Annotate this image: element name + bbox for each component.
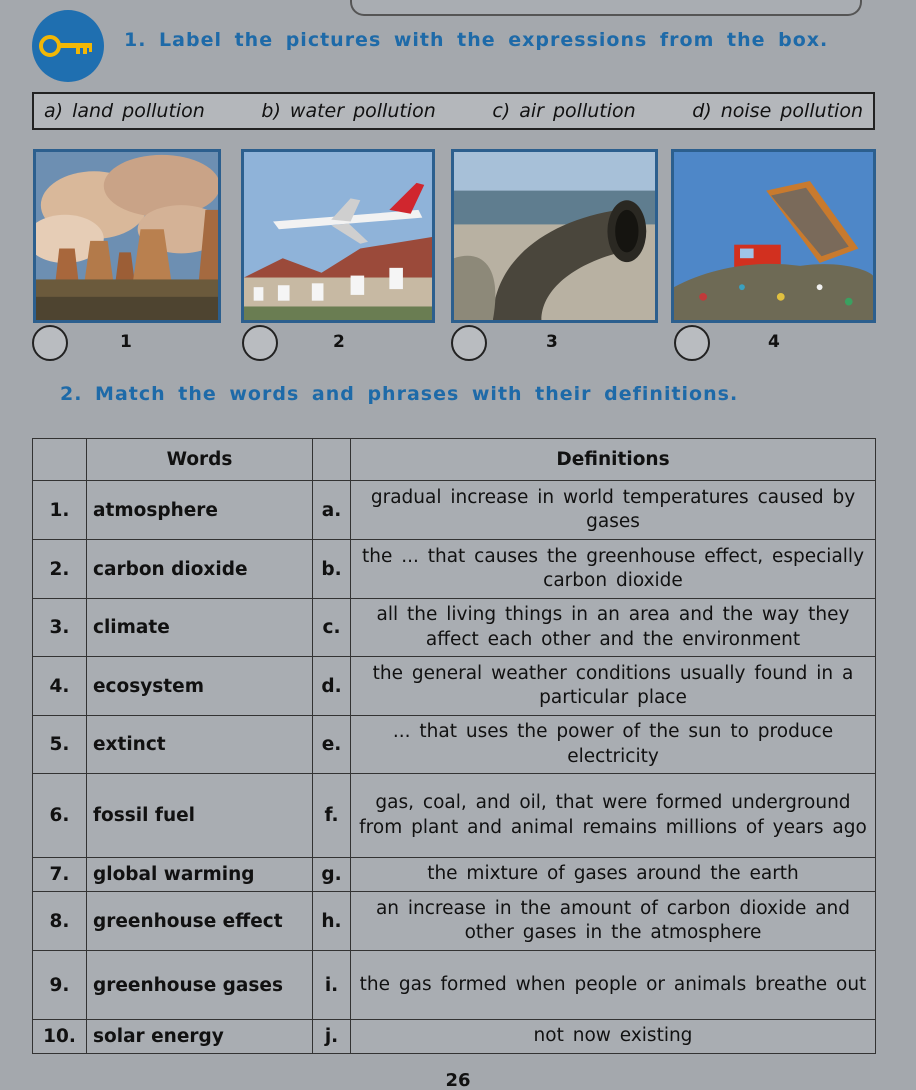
table-row	[33, 599, 876, 657]
definition: gradual increase in world temperatures caused by gases	[351, 481, 876, 540]
word: global warming	[87, 858, 313, 892]
page-top-tab	[350, 0, 862, 16]
word-number: 10.	[33, 1020, 87, 1054]
answer-circle-4[interactable]	[674, 325, 710, 361]
matching-table	[32, 438, 876, 1054]
answer-circle-1[interactable]	[32, 325, 68, 361]
picture-number-4: 4	[768, 332, 780, 352]
expression-a: a) land pollution	[44, 100, 205, 122]
answer-circle-3[interactable]	[451, 325, 487, 361]
word-number: 5.	[33, 716, 87, 774]
word: climate	[87, 599, 313, 657]
key-icon	[32, 10, 104, 82]
page-number: 26	[445, 1070, 471, 1090]
expression-d: d) noise pollution	[692, 100, 863, 122]
table-row	[33, 540, 876, 599]
definition: ... that uses the power of the sun to produce electricity	[351, 716, 876, 774]
expression-box	[32, 92, 875, 130]
word-number: 6.	[33, 774, 87, 858]
word: fossil fuel	[87, 774, 313, 858]
definition-letter: h.	[313, 892, 351, 951]
header-definitions: Definitions	[351, 439, 876, 481]
picture-number-3: 3	[546, 332, 558, 352]
answer-circle-2[interactable]	[242, 325, 278, 361]
exercise-2-title: 2. Match the words and phrases with their definitions.	[60, 383, 739, 405]
word-number: 3.	[33, 599, 87, 657]
definition: gas, coal, and oil, that were formed underground from plant and animal remains millions of years ago	[351, 774, 876, 858]
expression-b: b) water pollution	[261, 100, 436, 122]
table-row	[33, 716, 876, 774]
definition: the ... that causes the greenhouse effect, especially carbon dioxide	[351, 540, 876, 599]
table-row	[33, 951, 876, 1020]
table-row	[33, 1020, 876, 1054]
word: ecosystem	[87, 657, 313, 716]
table-row	[33, 774, 876, 858]
word-number: 4.	[33, 657, 87, 716]
definition-letter: j.	[313, 1020, 351, 1054]
picture-1-cooling-towers	[33, 149, 221, 323]
definition: an increase in the amount of carbon dioxide and other gases in the atmosphere	[351, 892, 876, 951]
word: solar energy	[87, 1020, 313, 1054]
word: greenhouse effect	[87, 892, 313, 951]
word-number: 7.	[33, 858, 87, 892]
word: atmosphere	[87, 481, 313, 540]
word: extinct	[87, 716, 313, 774]
definition-letter: b.	[313, 540, 351, 599]
definition: not now existing	[351, 1020, 876, 1054]
word: carbon dioxide	[87, 540, 313, 599]
picture-number-2: 2	[333, 332, 345, 352]
table-row	[33, 657, 876, 716]
definition-letter: e.	[313, 716, 351, 774]
definition-letter: c.	[313, 599, 351, 657]
table-row	[33, 892, 876, 951]
header-blank-letter	[313, 439, 351, 481]
word-number: 2.	[33, 540, 87, 599]
definition-letter: i.	[313, 951, 351, 1020]
table-row	[33, 481, 876, 540]
definition-letter: f.	[313, 774, 351, 858]
word-number: 8.	[33, 892, 87, 951]
word-number: 1.	[33, 481, 87, 540]
picture-2-airplane-over-houses	[241, 149, 435, 323]
word: greenhouse gases	[87, 951, 313, 1020]
definition: the mixture of gases around the earth	[351, 858, 876, 892]
header-blank-number	[33, 439, 87, 481]
word-number: 9.	[33, 951, 87, 1020]
picture-4-dump-truck-garbage	[671, 149, 876, 323]
exercise-1-title: 1. Label the pictures with the expressions from the box.	[124, 29, 829, 51]
definition-letter: g.	[313, 858, 351, 892]
table-header-row	[33, 439, 876, 481]
definition: all the living things in an area and the way they affect each other and the environment	[351, 599, 876, 657]
picture-number-1: 1	[120, 332, 132, 352]
definition: the general weather conditions usually found in a particular place	[351, 657, 876, 716]
definition-letter: d.	[313, 657, 351, 716]
definition-letter: a.	[313, 481, 351, 540]
table-row	[33, 858, 876, 892]
header-words: Words	[87, 439, 313, 481]
picture-3-sewage-pipe	[451, 149, 658, 323]
definition: the gas formed when people or animals breathe out	[351, 951, 876, 1020]
expression-c: c) air pollution	[492, 100, 636, 122]
